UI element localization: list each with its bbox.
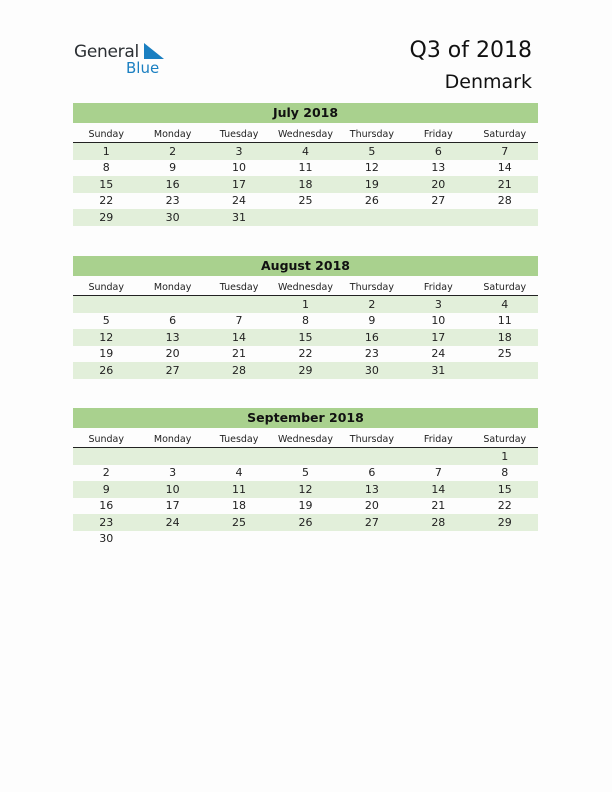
weekday-label: Wednesday bbox=[272, 280, 338, 296]
day-cell: 24 bbox=[139, 514, 205, 531]
day-cell: 13 bbox=[431, 161, 446, 175]
day-cell: 21 bbox=[431, 499, 446, 513]
day-cell: 10 bbox=[232, 161, 247, 175]
logo-general-text: General bbox=[74, 42, 139, 62]
week-row bbox=[73, 143, 538, 160]
day-cell: 20 bbox=[364, 499, 379, 513]
day-cell: 15 bbox=[472, 481, 538, 498]
day-cell: 23 bbox=[165, 194, 180, 208]
day-cell bbox=[339, 531, 405, 548]
day-cell: 25 bbox=[206, 514, 272, 531]
weekday-label: Thursday bbox=[339, 280, 405, 296]
logo-blue-text: Blue bbox=[126, 59, 160, 77]
week-row bbox=[73, 160, 538, 177]
day-cell: 28 bbox=[405, 514, 471, 531]
day-cell: 11 bbox=[298, 161, 313, 175]
weekday-header-row bbox=[73, 127, 538, 143]
day-cell: 5 bbox=[301, 466, 309, 480]
day-cell: 7 bbox=[472, 143, 538, 160]
month-title: August 2018 bbox=[73, 256, 538, 276]
day-cell: 19 bbox=[298, 499, 313, 513]
day-cell: 9 bbox=[169, 161, 177, 175]
day-cell: 8 bbox=[501, 466, 509, 480]
day-cell: 6 bbox=[368, 466, 376, 480]
day-cell: 29 bbox=[272, 362, 338, 379]
day-cell: 13 bbox=[339, 481, 405, 498]
day-cell: 7 bbox=[434, 466, 442, 480]
calendar-grid bbox=[73, 127, 538, 226]
weekday-label: Monday bbox=[139, 280, 205, 296]
weekday-label: Saturday bbox=[472, 127, 538, 143]
day-cell: 20 bbox=[405, 176, 471, 193]
day-cell: 26 bbox=[272, 514, 338, 531]
weekday-label: Wednesday bbox=[272, 432, 338, 448]
weekday-label: Sunday bbox=[73, 127, 139, 143]
day-cell: 3 bbox=[405, 296, 471, 313]
day-cell bbox=[472, 531, 538, 548]
day-cell: 4 bbox=[272, 143, 338, 160]
weekday-label: Monday bbox=[139, 127, 205, 143]
day-cell: 23 bbox=[364, 347, 379, 361]
day-cell: 27 bbox=[139, 362, 205, 379]
week-row bbox=[73, 362, 538, 379]
weekday-label: Monday bbox=[139, 432, 205, 448]
day-cell: 28 bbox=[206, 362, 272, 379]
week-row bbox=[73, 498, 538, 515]
day-cell: 15 bbox=[272, 329, 338, 346]
day-cell bbox=[206, 448, 272, 465]
day-cell bbox=[405, 448, 471, 465]
day-cell: 30 bbox=[139, 209, 205, 226]
day-cell: 19 bbox=[339, 176, 405, 193]
day-cell: 11 bbox=[206, 481, 272, 498]
weekday-label: Tuesday bbox=[206, 280, 272, 296]
day-cell: 18 bbox=[232, 499, 247, 513]
day-cell: 5 bbox=[102, 314, 110, 328]
week-row bbox=[73, 313, 538, 330]
week-row bbox=[73, 329, 538, 346]
weekday-label: Friday bbox=[405, 432, 471, 448]
day-cell: 21 bbox=[232, 347, 247, 361]
day-cell: 16 bbox=[139, 176, 205, 193]
day-cell bbox=[339, 448, 405, 465]
day-cell: 15 bbox=[73, 176, 139, 193]
day-cell: 17 bbox=[206, 176, 272, 193]
weekday-label: Friday bbox=[405, 127, 471, 143]
day-cell: 3 bbox=[169, 466, 177, 480]
day-cell: 20 bbox=[165, 347, 180, 361]
day-cell: 14 bbox=[206, 329, 272, 346]
day-cell: 2 bbox=[339, 296, 405, 313]
month-calendar-july bbox=[73, 103, 538, 226]
day-cell: 3 bbox=[206, 143, 272, 160]
month-calendar-august bbox=[73, 256, 538, 379]
generalblue-logo bbox=[74, 42, 174, 78]
calendar-grid bbox=[73, 432, 538, 547]
weekday-label: Friday bbox=[405, 280, 471, 296]
day-cell: 1 bbox=[472, 448, 538, 465]
week-row bbox=[73, 481, 538, 498]
day-cell bbox=[206, 296, 272, 313]
day-cell bbox=[339, 209, 405, 226]
day-cell: 11 bbox=[497, 314, 512, 328]
calendar-grid bbox=[73, 280, 538, 379]
weekday-label: Wednesday bbox=[272, 127, 338, 143]
weekday-label: Saturday bbox=[472, 280, 538, 296]
day-cell bbox=[272, 531, 338, 548]
day-cell bbox=[472, 209, 538, 226]
day-cell: 29 bbox=[472, 514, 538, 531]
month-title: September 2018 bbox=[73, 408, 538, 428]
day-cell bbox=[206, 531, 272, 548]
weekday-label: Thursday bbox=[339, 432, 405, 448]
weekday-label: Sunday bbox=[73, 432, 139, 448]
day-cell bbox=[139, 296, 205, 313]
day-cell: 12 bbox=[364, 161, 379, 175]
country-name: Denmark bbox=[444, 71, 532, 93]
day-cell: 27 bbox=[339, 514, 405, 531]
weekday-header-row bbox=[73, 432, 538, 448]
week-row bbox=[73, 465, 538, 482]
day-cell: 7 bbox=[235, 314, 243, 328]
week-row bbox=[73, 514, 538, 531]
day-cell: 18 bbox=[472, 329, 538, 346]
day-cell: 2 bbox=[102, 466, 110, 480]
day-cell: 28 bbox=[497, 194, 512, 208]
month-title: July 2018 bbox=[73, 103, 538, 123]
day-cell: 8 bbox=[102, 161, 110, 175]
week-row bbox=[73, 209, 538, 226]
day-cell: 21 bbox=[472, 176, 538, 193]
day-cell: 17 bbox=[405, 329, 471, 346]
day-cell: 2 bbox=[139, 143, 205, 160]
weekday-header-row bbox=[73, 280, 538, 296]
day-cell: 18 bbox=[272, 176, 338, 193]
day-cell: 16 bbox=[99, 499, 114, 513]
weekday-label: Saturday bbox=[472, 432, 538, 448]
month-calendar-september bbox=[73, 408, 538, 547]
week-row bbox=[73, 193, 538, 210]
day-cell: 12 bbox=[272, 481, 338, 498]
day-cell: 24 bbox=[232, 194, 247, 208]
day-cell bbox=[405, 531, 471, 548]
day-cell: 13 bbox=[139, 329, 205, 346]
day-cell: 9 bbox=[73, 481, 139, 498]
week-row bbox=[73, 531, 538, 548]
day-cell: 6 bbox=[169, 314, 177, 328]
day-cell: 19 bbox=[99, 347, 114, 361]
day-cell bbox=[405, 209, 471, 226]
day-cell: 23 bbox=[73, 514, 139, 531]
day-cell: 26 bbox=[364, 194, 379, 208]
day-cell: 27 bbox=[431, 194, 446, 208]
day-cell: 9 bbox=[368, 314, 376, 328]
page-title: Q3 of 2018 bbox=[409, 38, 532, 63]
day-cell: 30 bbox=[99, 532, 114, 546]
day-cell bbox=[272, 448, 338, 465]
week-row bbox=[73, 448, 538, 465]
day-cell: 14 bbox=[497, 161, 512, 175]
day-cell: 22 bbox=[497, 499, 512, 513]
day-cell: 31 bbox=[206, 209, 272, 226]
day-cell bbox=[139, 448, 205, 465]
day-cell: 22 bbox=[298, 347, 313, 361]
day-cell: 8 bbox=[301, 314, 309, 328]
day-cell: 10 bbox=[431, 314, 446, 328]
day-cell: 4 bbox=[472, 296, 538, 313]
day-cell bbox=[73, 296, 139, 313]
day-cell: 30 bbox=[339, 362, 405, 379]
day-cell: 1 bbox=[73, 143, 139, 160]
day-cell: 14 bbox=[405, 481, 471, 498]
logo-triangle-icon bbox=[142, 43, 164, 61]
day-cell: 6 bbox=[405, 143, 471, 160]
weekday-label: Sunday bbox=[73, 280, 139, 296]
weekday-label: Tuesday bbox=[206, 127, 272, 143]
day-cell: 24 bbox=[431, 347, 446, 361]
day-cell bbox=[139, 531, 205, 548]
day-cell: 31 bbox=[405, 362, 471, 379]
day-cell bbox=[73, 448, 139, 465]
day-cell: 25 bbox=[298, 194, 313, 208]
day-cell: 12 bbox=[73, 329, 139, 346]
weekday-label: Tuesday bbox=[206, 432, 272, 448]
weekday-label: Thursday bbox=[339, 127, 405, 143]
day-cell: 4 bbox=[235, 466, 243, 480]
day-cell: 17 bbox=[165, 499, 180, 513]
day-cell: 5 bbox=[339, 143, 405, 160]
day-cell: 22 bbox=[99, 194, 114, 208]
week-row bbox=[73, 176, 538, 193]
day-cell: 16 bbox=[339, 329, 405, 346]
day-cell: 10 bbox=[139, 481, 205, 498]
week-row bbox=[73, 296, 538, 313]
day-cell: 26 bbox=[73, 362, 139, 379]
week-row bbox=[73, 346, 538, 363]
day-cell: 29 bbox=[73, 209, 139, 226]
day-cell bbox=[472, 362, 538, 379]
day-cell bbox=[272, 209, 338, 226]
day-cell: 25 bbox=[497, 347, 512, 361]
day-cell: 1 bbox=[272, 296, 338, 313]
